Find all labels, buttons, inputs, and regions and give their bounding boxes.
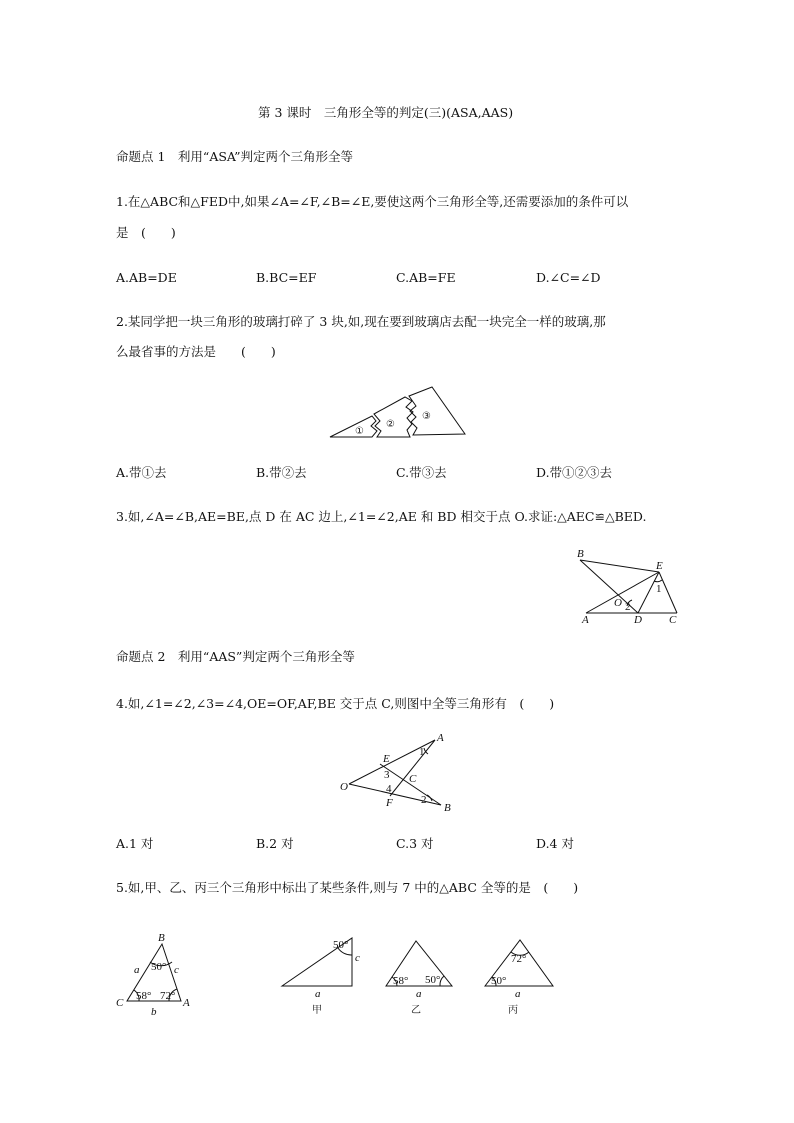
- q5-jia-side-a: a: [315, 988, 321, 1000]
- q4-option-d[interactable]: D.4 对: [536, 836, 574, 851]
- q3-label-e: E: [656, 560, 663, 572]
- q2-text-line2: 么最省事的方法是 ( ): [116, 344, 276, 359]
- q5-bing-angle-top: 72°: [511, 953, 527, 965]
- q3-label-b: B: [577, 548, 584, 560]
- q5-yi-angle-left: 58°: [393, 975, 409, 987]
- q4-label-a: A: [437, 732, 444, 744]
- q3-label-d: D: [634, 614, 642, 626]
- q5-ref-label-a-vertex: A: [183, 997, 190, 1009]
- q1-option-b[interactable]: B.BC=EF: [256, 270, 317, 285]
- page-title: 第 3 课时 三角形全等的判定(三)(ASA,AAS): [258, 105, 514, 120]
- q4-option-a[interactable]: A.1 对: [116, 836, 154, 851]
- q3-angle-2: 2: [625, 601, 631, 613]
- q4-angle-4: 4: [386, 783, 392, 795]
- q4-option-c[interactable]: C.3 对: [396, 836, 434, 851]
- q4-text: 4.如,∠1=∠2,∠3=∠4,OE=OF,AF,BE 交于点 C,则图中全等三角形有 ( ): [116, 696, 555, 711]
- q5-jia-angle: 50°: [333, 939, 349, 951]
- q4-label-e: E: [383, 753, 390, 765]
- q1-text-line2: 是 ( ): [116, 225, 176, 240]
- q4-angle-2: 2: [421, 794, 427, 806]
- q5-yi-angle-right: 50°: [425, 974, 441, 986]
- q2-option-d[interactable]: D.带①②③去: [536, 465, 613, 480]
- q5-ref-label-b: B: [158, 932, 165, 944]
- q4-label-c: C: [409, 773, 417, 785]
- q4-label-o: O: [340, 781, 348, 793]
- q5-ref-angle-c: 58°: [136, 990, 152, 1002]
- q5-ref-angle-a: 72°: [160, 990, 176, 1002]
- q1-text-line1: 1.在△ABC和△FED中,如果∠A=∠F,∠B=∠E,要使这两个三角形全等,还需要添加的条件可以: [116, 194, 629, 209]
- piece-1-label: ①: [355, 426, 364, 437]
- section-heading-2: 命题点 2 利用“AAS”判定两个三角形全等: [116, 649, 355, 664]
- q5-text: 5.如,甲、乙、丙三个三角形中标出了某些条件,则与 7 中的△ABC 全等的是 ( ): [116, 880, 579, 895]
- q4-label-b: B: [444, 802, 451, 814]
- q2-option-c[interactable]: C.带③去: [396, 465, 447, 480]
- q5-ref-side-a: a: [134, 964, 140, 976]
- q3-angle-1: 1: [656, 583, 662, 595]
- q5-yi-name: 乙: [411, 1005, 421, 1016]
- q3-label-a: A: [582, 614, 589, 626]
- piece-2-label: ②: [386, 419, 395, 430]
- q5-ref-side-c: c: [174, 964, 179, 976]
- q5-bing-angle-left: 50°: [491, 975, 507, 987]
- q5-jia-name: 甲: [312, 1005, 322, 1016]
- q5-jia-side-c: c: [355, 952, 360, 964]
- q4-option-b[interactable]: B.2 对: [256, 836, 294, 851]
- q2-option-b[interactable]: B.带②去: [256, 465, 307, 480]
- q5-bing-side-a: a: [515, 988, 521, 1000]
- q3-label-c: C: [669, 614, 677, 626]
- piece-3-label: ③: [422, 411, 431, 422]
- q5-ref-label-c: C: [116, 997, 124, 1009]
- q5-bing-name: 丙: [508, 1005, 518, 1016]
- q1-option-a[interactable]: A.AB=DE: [116, 270, 177, 285]
- q4-angle-1: 1: [419, 746, 425, 758]
- q3-text: 3.如,∠A=∠B,AE=BE,点 D 在 AC 边上,∠1=∠2,AE 和 BD 相交于点 O.求证:△AEC≌△BED.: [116, 509, 647, 524]
- q1-option-c[interactable]: C.AB=FE: [396, 270, 456, 285]
- q5-ref-angle-b: 50°: [151, 961, 167, 973]
- q5-yi-side-a: a: [416, 988, 422, 1000]
- q5-ref-side-b: b: [151, 1006, 157, 1018]
- q2-option-a[interactable]: A.带①去: [116, 465, 167, 480]
- q4-angle-3: 3: [384, 769, 390, 781]
- section-heading-1: 命题点 1 利用“ASA”判定两个三角形全等: [116, 149, 353, 164]
- q2-text-line1: 2.某同学把一块三角形的玻璃打碎了 3 块,如,现在要到玻璃店去配一块完全一样的玻璃,那: [116, 314, 606, 329]
- q3-label-o: O: [614, 597, 622, 609]
- q4-label-f: F: [386, 797, 393, 809]
- q1-option-d[interactable]: D.∠C=∠D: [536, 270, 601, 285]
